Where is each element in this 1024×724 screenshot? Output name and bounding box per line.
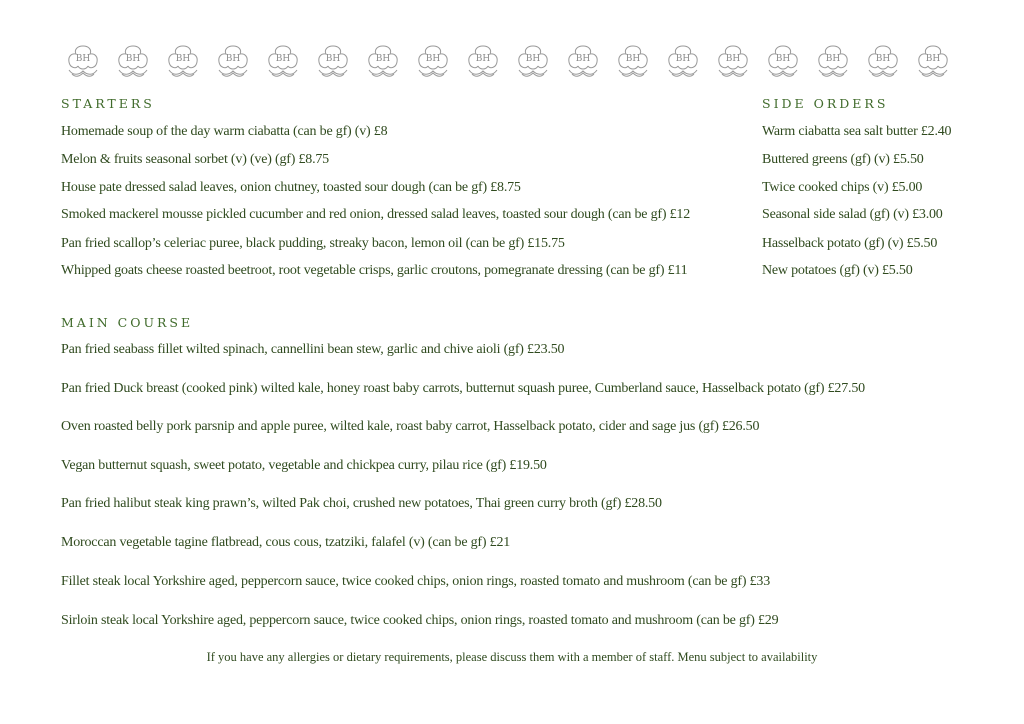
side-orders-title: SIDE ORDERS — [762, 96, 889, 111]
main-course-item: Pan fried halibut steak king prawn’s, wilted Pak choi, crushed new potatoes, Thai green curry broth (gf) £28.50 — [61, 496, 662, 511]
main-course-item: Vegan butternut squash, sweet potato, vegetable and chickpea curry, pilau rice (gf) £19.50 — [61, 458, 547, 473]
starter-item: Melon & fruits seasonal sorbet (v) (ve) (gf) £8.75 — [61, 152, 329, 167]
bh-monogram-logo: BH — [414, 42, 452, 80]
side-order-item: Warm ciabatta sea salt butter £2.40 — [762, 124, 952, 139]
bh-monogram-logo: BH — [864, 42, 902, 80]
bh-monogram-logo: BH — [164, 42, 202, 80]
bh-monogram-logo: BH — [514, 42, 552, 80]
starter-item: Smoked mackerel mousse pickled cucumber and red onion, dressed salad leaves, toasted sour dough (can be gf) £12 — [61, 207, 690, 222]
allergy-footer-note: If you have any allergies or dietary requirements, please discuss them with a member of staff. Menu subject to availability — [206, 650, 818, 664]
bh-monogram-logo: BH — [614, 42, 652, 80]
main-course-title: MAIN COURSE — [61, 315, 194, 330]
bh-monogram-logo: BH — [464, 42, 502, 80]
side-order-item: Seasonal side salad (gf) (v) £3.00 — [762, 207, 943, 222]
main-course-item: Oven roasted belly pork parsnip and apple puree, wilted kale, roast baby carrot, Hasselback potato, cider and sage jus (gf) £26.50 — [61, 419, 760, 434]
bh-monogram-logo: BH — [214, 42, 252, 80]
bh-monogram-logo: BH — [914, 42, 952, 80]
main-course-item: Sirloin steak local Yorkshire aged, peppercorn sauce, twice cooked chips, onion rings, roasted tomato and mushroom (can be gf) £29 — [61, 613, 779, 628]
side-order-item: Twice cooked chips (v) £5.00 — [762, 180, 923, 195]
bh-monogram-logo: BH — [264, 42, 302, 80]
bh-monogram-logo: BH — [364, 42, 402, 80]
starter-item: Whipped goats cheese roasted beetroot, root vegetable crisps, garlic croutons, pomegranate dressing (can be gf) £11 — [61, 263, 688, 278]
starter-item: Pan fried scallop’s celeriac puree, black pudding, streaky bacon, lemon oil (can be gf) £15.75 — [61, 236, 565, 251]
main-course-item: Pan fried seabass fillet wilted spinach, cannellini bean stew, garlic and chive aioli (gf) £23.50 — [61, 342, 565, 357]
bh-monogram-logo: BH — [764, 42, 802, 80]
starters-title: STARTERS — [61, 96, 155, 111]
bh-monogram-logo: BH — [664, 42, 702, 80]
starter-item: Homemade soup of the day warm ciabatta (can be gf) (v) £8 — [61, 124, 388, 139]
bh-monogram-logo: BH — [564, 42, 602, 80]
bh-monogram-logo: BH — [714, 42, 752, 80]
logo-row — [64, 42, 964, 82]
side-order-item: Buttered greens (gf) (v) £5.50 — [762, 152, 924, 167]
main-course-item: Fillet steak local Yorkshire aged, peppercorn sauce, twice cooked chips, onion rings, roasted tomato and mushroom (can be gf) £33 — [61, 574, 771, 589]
main-course-item: Pan fried Duck breast (cooked pink) wilted kale, honey roast baby carrots, butternut squash puree, Cumberland sauce, Hasselback potato (gf) £27.50 — [61, 381, 865, 396]
bh-monogram-logo: BH — [814, 42, 852, 80]
starter-item: House pate dressed salad leaves, onion chutney, toasted sour dough (can be gf) £8.75 — [61, 180, 521, 195]
side-order-item: Hasselback potato (gf) (v) £5.50 — [762, 236, 938, 251]
main-course-item: Moroccan vegetable tagine flatbread, cous cous, tzatziki, falafel (v) (can be gf) £21 — [61, 535, 511, 550]
bh-monogram-logo: BH — [64, 42, 102, 80]
side-order-item: New potatoes (gf) (v) £5.50 — [762, 263, 913, 278]
bh-monogram-logo: BH — [314, 42, 352, 80]
bh-monogram-logo: BH — [114, 42, 152, 80]
